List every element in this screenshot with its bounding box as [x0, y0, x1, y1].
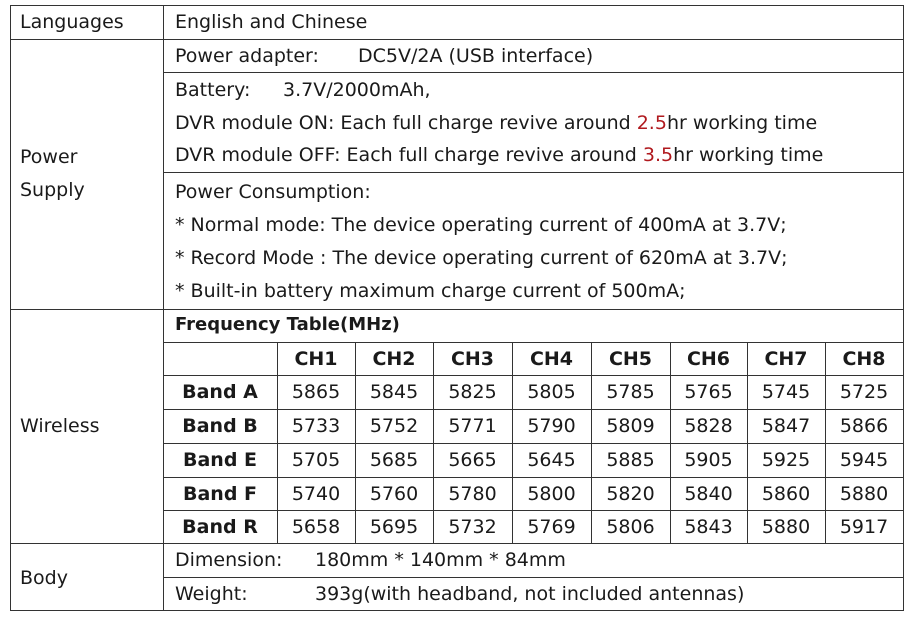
- frequency-cell: 5828: [684, 415, 733, 437]
- dvr-on-suffix: hr working time: [666, 112, 818, 134]
- band-name: Band E: [182, 449, 258, 471]
- channel-header: CH8: [842, 347, 886, 370]
- band-name: Band A: [182, 381, 258, 403]
- frequency-cell: 5740: [291, 482, 341, 505]
- battery-value: 3.7V/2000mAh,: [283, 79, 431, 101]
- frequency-cell: 5760: [369, 482, 419, 505]
- adapter-value: DC5V/2A (USB interface): [358, 45, 594, 67]
- channel-header: CH5: [608, 347, 653, 370]
- frequency-cell: 5765: [684, 381, 733, 403]
- dvr-off-prefix: DVR module OFF: Each full charge revive around: [175, 144, 643, 166]
- languages-label: Languages: [20, 11, 124, 33]
- frequency-cell: 5825: [448, 381, 497, 403]
- grid-line: [433, 342, 434, 543]
- frequency-cell: 5925: [761, 449, 811, 471]
- frequency-cell: 5865: [291, 381, 341, 403]
- grid-line: [512, 342, 513, 543]
- band-name: Band R: [182, 515, 258, 538]
- frequency-cell: 5885: [606, 449, 655, 471]
- grid-line: [10, 5, 11, 611]
- frequency-cell: 5685: [369, 449, 419, 471]
- frequency-cell: 5945: [839, 449, 889, 471]
- channel-header: CH2: [372, 347, 416, 370]
- frequency-cell: 5645: [527, 449, 576, 471]
- grid-line: [591, 342, 592, 543]
- grid-line: [163, 477, 903, 478]
- frequency-cell: 5733: [291, 415, 341, 437]
- consumption-line: * Built-in battery maximum charge current of 500mA;: [175, 280, 686, 302]
- grid-line: [10, 543, 903, 544]
- channel-header: CH3: [450, 347, 495, 370]
- grid-line: [163, 577, 903, 578]
- grid-line: [163, 510, 903, 511]
- grid-line: [903, 5, 904, 611]
- band-name: Band F: [182, 482, 258, 505]
- channel-header: CH1: [294, 347, 338, 370]
- frequency-cell: 5809: [606, 415, 655, 437]
- grid-line: [670, 342, 671, 543]
- frequency-cell: 5843: [684, 515, 733, 538]
- frequency-cell: 5905: [684, 449, 733, 471]
- frequency-cell: 5880: [761, 515, 811, 538]
- frequency-cell: 5665: [448, 449, 497, 471]
- dimension-value: 180mm * 140mm * 84mm: [315, 549, 566, 571]
- frequency-cell: 5658: [291, 515, 341, 538]
- wireless-label: Wireless: [20, 415, 100, 437]
- grid-line: [10, 39, 903, 40]
- frequency-cell: 5732: [448, 515, 497, 538]
- frequency-cell: 5695: [369, 515, 419, 538]
- frequency-cell: 5847: [761, 415, 811, 437]
- grid-line: [163, 409, 903, 410]
- frequency-cell: 5917: [839, 515, 889, 538]
- grid-line: [10, 5, 903, 6]
- grid-line: [163, 375, 903, 376]
- band-name: Band B: [182, 415, 258, 437]
- grid-line: [163, 72, 903, 73]
- frequency-cell: 5840: [684, 482, 733, 505]
- dvr-on-line: [175, 111, 817, 135]
- dimension-label: Dimension:: [175, 549, 283, 571]
- channel-header: CH6: [686, 347, 731, 370]
- frequency-cell: 5820: [606, 482, 655, 505]
- frequency-cell: 5705: [291, 449, 341, 471]
- weight-label: Weight:: [175, 583, 248, 605]
- frequency-cell: 5769: [527, 515, 576, 538]
- frequency-cell: 5805: [527, 381, 576, 403]
- weight-value: 393g(with headband, not included antennas): [315, 583, 745, 605]
- dvr-off-line: [175, 143, 823, 167]
- grid-line: [355, 342, 356, 543]
- frequency-cell: 5800: [527, 482, 576, 505]
- languages-value: English and Chinese: [175, 11, 368, 33]
- adapter-label: Power adapter:: [175, 45, 319, 67]
- frequency-cell: 5780: [448, 482, 497, 505]
- channel-header: CH4: [529, 347, 574, 370]
- frequency-cell: 5880: [839, 482, 889, 505]
- frequency-cell: 5752: [369, 415, 419, 437]
- frequency-cell: 5866: [839, 415, 889, 437]
- frequency-table-title: Frequency Table(MHz): [175, 314, 400, 335]
- battery-label: Battery:: [175, 79, 251, 101]
- frequency-cell: 5785: [606, 381, 655, 403]
- grid-line: [163, 342, 903, 343]
- power-supply-label-2: Supply: [20, 179, 85, 201]
- grid-line: [277, 342, 278, 543]
- consumption-line: * Record Mode : The device operating current of 620mA at 3.7V;: [175, 247, 788, 269]
- frequency-cell: 5725: [839, 381, 889, 403]
- frequency-cell: 5745: [761, 381, 811, 403]
- dvr-on-hours: 2.5: [636, 112, 667, 134]
- frequency-cell: 5845: [369, 381, 419, 403]
- grid-line: [163, 443, 903, 444]
- frequency-cell: 5860: [761, 482, 811, 505]
- power-supply-label-1: Power: [20, 146, 78, 168]
- frequency-cell: 5806: [606, 515, 655, 538]
- dvr-off-suffix: hr working time: [673, 144, 824, 166]
- grid-line: [163, 172, 903, 173]
- frequency-cell: 5771: [448, 415, 497, 437]
- dvr-off-hours: 3.5: [642, 144, 674, 166]
- consumption-title: Power Consumption:: [175, 181, 371, 203]
- grid-line: [825, 342, 826, 543]
- grid-line: [10, 309, 903, 310]
- grid-line: [10, 610, 903, 611]
- grid-line: [747, 342, 748, 543]
- frequency-cell: 5790: [527, 415, 576, 437]
- channel-header: CH7: [764, 347, 808, 370]
- body-label: Body: [20, 567, 68, 589]
- consumption-line: * Normal mode: The device operating current of 400mA at 3.7V;: [175, 214, 787, 236]
- dvr-on-prefix: DVR module ON: Each full charge revive around: [175, 112, 637, 134]
